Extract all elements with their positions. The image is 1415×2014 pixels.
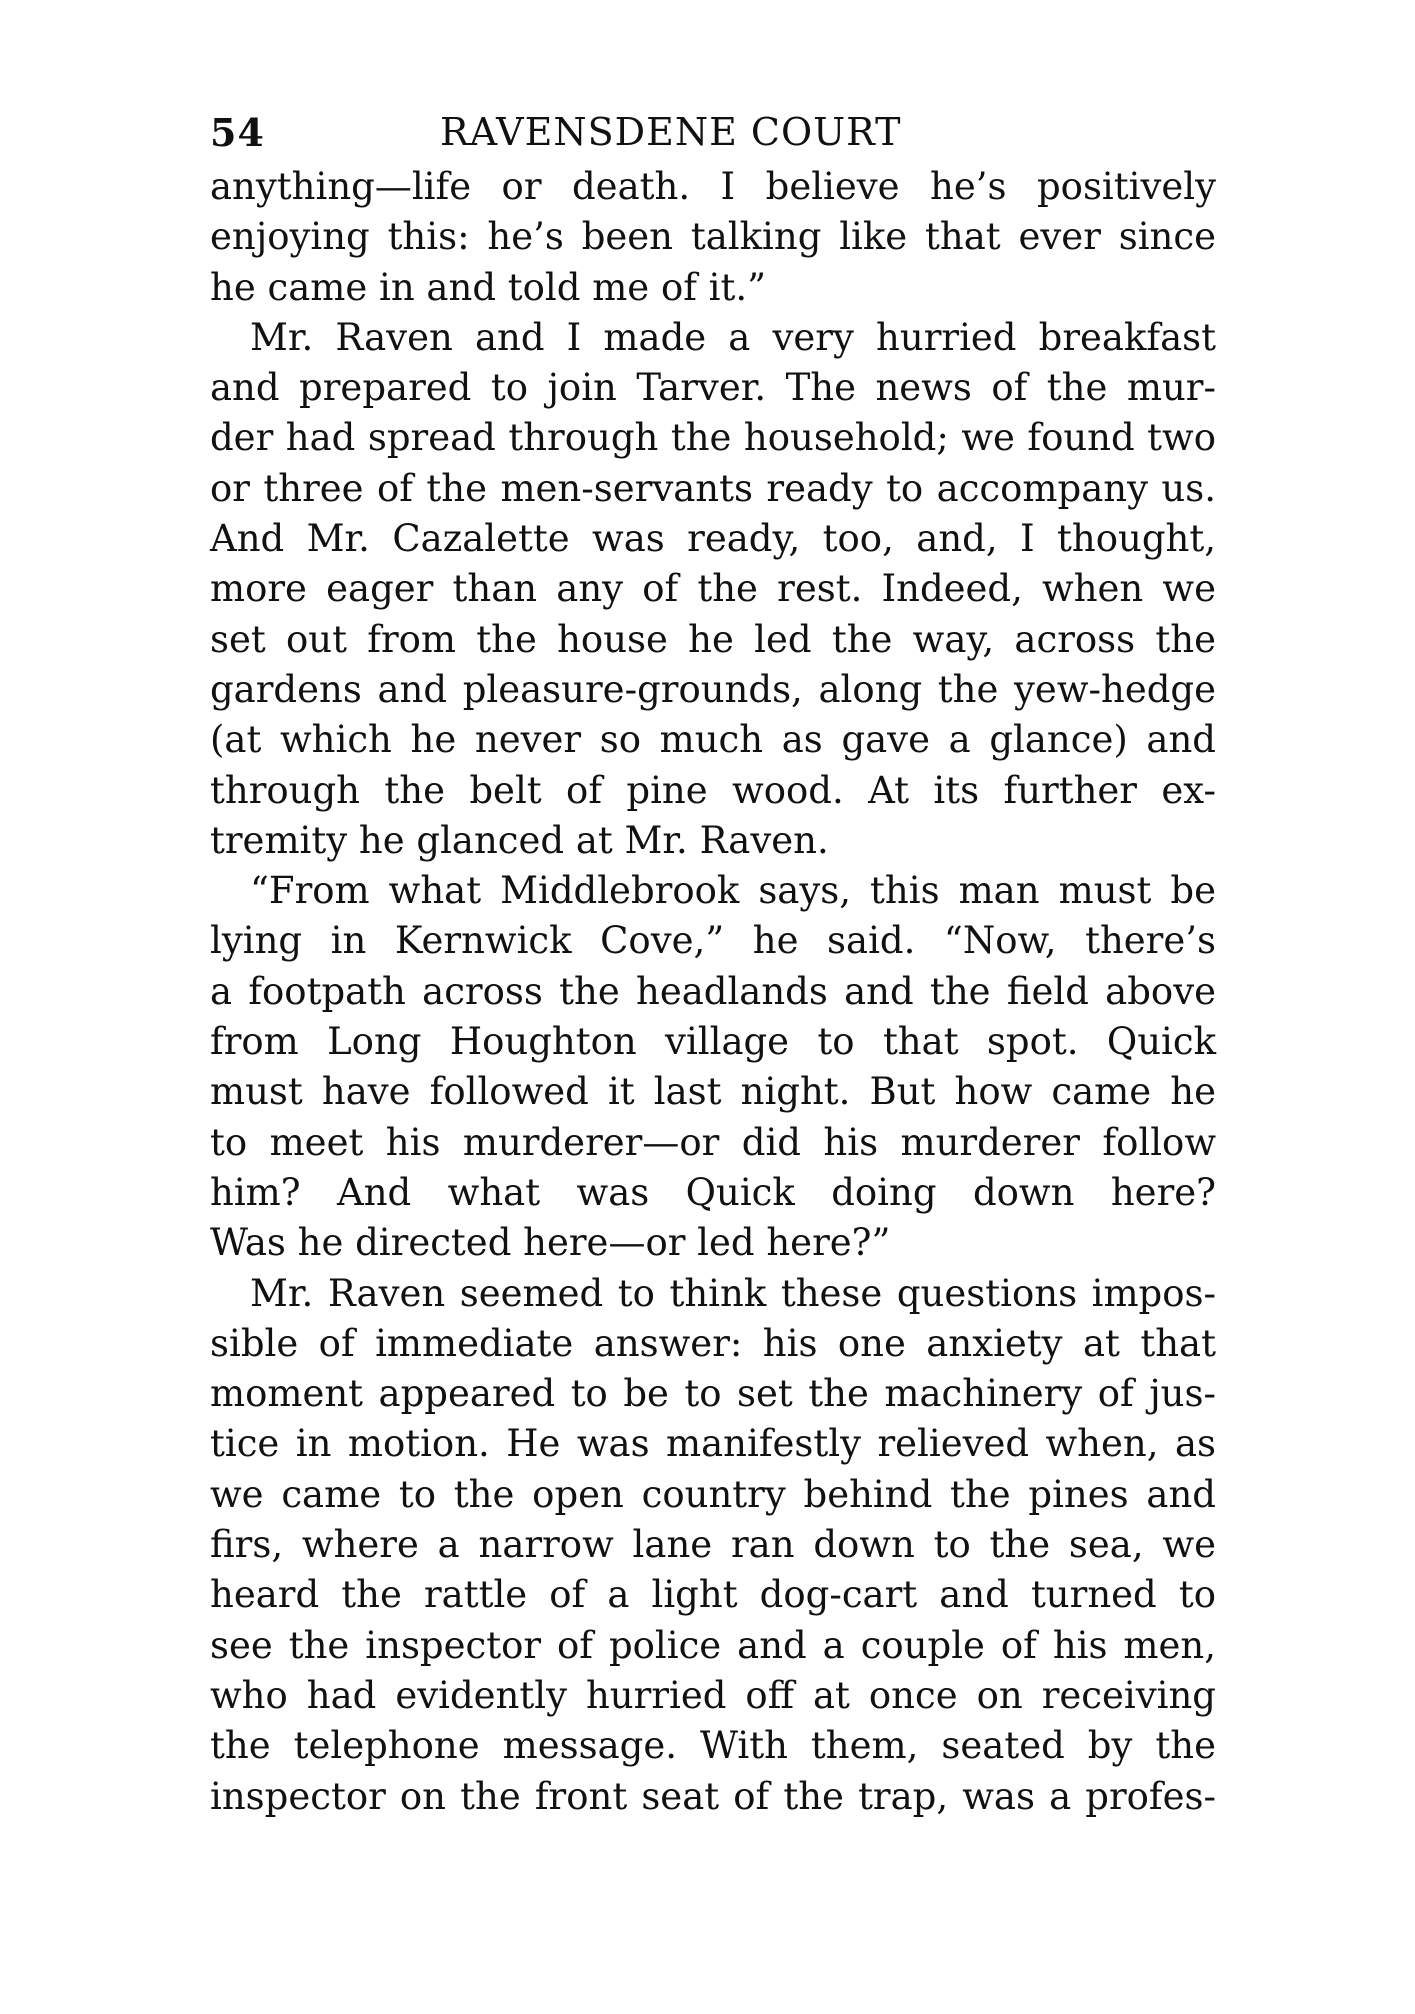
text-line: must have followed it last night. But how came he bbox=[210, 1070, 1216, 1114]
text-line: (at which he never so much as gave a glance) and bbox=[210, 718, 1216, 762]
text-line: tice in motion. He was manifestly relieved when, as bbox=[210, 1422, 1216, 1466]
book-page bbox=[210, 100, 1216, 1822]
text-line: see the inspector of police and a couple of his men, bbox=[210, 1623, 1216, 1667]
running-head bbox=[210, 100, 1216, 162]
text-line: inspector on the front seat of the trap, was a profes- bbox=[210, 1774, 1216, 1818]
text-line: gardens and pleasure-grounds, along the yew-hedge bbox=[210, 667, 1216, 711]
text-line: tremity he glanced at Mr. Raven. bbox=[210, 818, 829, 862]
text-line: set out from the house he led the way, across the bbox=[210, 617, 1216, 661]
text-line: him? And what was Quick doing down here? bbox=[210, 1170, 1216, 1214]
text-line: Was he directed here—or led here?” bbox=[210, 1221, 891, 1265]
page-number: 54 bbox=[210, 110, 265, 155]
text-line: who had evidently hurried off at once on receiving bbox=[210, 1673, 1216, 1717]
text-line: “From what Middlebrook says, this man must be bbox=[250, 869, 1216, 913]
text-line: firs, where a narrow lane ran down to the sea, we bbox=[210, 1523, 1216, 1567]
text-line: the telephone message. With them, seated by the bbox=[210, 1724, 1216, 1768]
text-line: more eager than any of the rest. Indeed, when we bbox=[210, 567, 1216, 611]
running-title: RAVENSDENE COURT bbox=[440, 110, 902, 154]
text-line: sible of immediate answer: his one anxiety at that bbox=[210, 1321, 1216, 1365]
text-line: Mr. Raven and I made a very hurried breakfast bbox=[250, 315, 1216, 359]
text-line: enjoying this: he’s been talking like that ever since bbox=[210, 215, 1216, 259]
text-line: moment appeared to be to set the machinery of jus- bbox=[210, 1372, 1216, 1416]
text-line: lying in Kernwick Cove,” he said. “Now, there’s bbox=[210, 919, 1216, 963]
text-line: through the belt of pine wood. At its further ex- bbox=[210, 768, 1216, 812]
text-line: a footpath across the headlands and the field above bbox=[210, 969, 1216, 1013]
text-line: he came in and told me of it.” bbox=[210, 265, 767, 309]
text-line: from Long Houghton village to that spot. Quick bbox=[210, 1020, 1216, 1064]
text-line: to meet his murderer—or did his murderer follow bbox=[210, 1120, 1216, 1164]
text-line: der had spread through the household; we found two bbox=[210, 416, 1216, 460]
text-line: Mr. Raven seemed to think these questions impos- bbox=[250, 1271, 1216, 1315]
body-text bbox=[210, 162, 1216, 1822]
text-line: heard the rattle of a light dog-cart and turned to bbox=[210, 1573, 1216, 1617]
text-line: we came to the open country behind the pines and bbox=[210, 1472, 1216, 1516]
text-line: anything—life or death. I believe he’s positively bbox=[210, 165, 1216, 208]
text-line: and prepared to join Tarver. The news of the mur- bbox=[210, 366, 1216, 410]
text-line: or three of the men-servants ready to accompany us. bbox=[210, 466, 1216, 510]
text-line: And Mr. Cazalette was ready, too, and, I thought, bbox=[210, 517, 1216, 561]
